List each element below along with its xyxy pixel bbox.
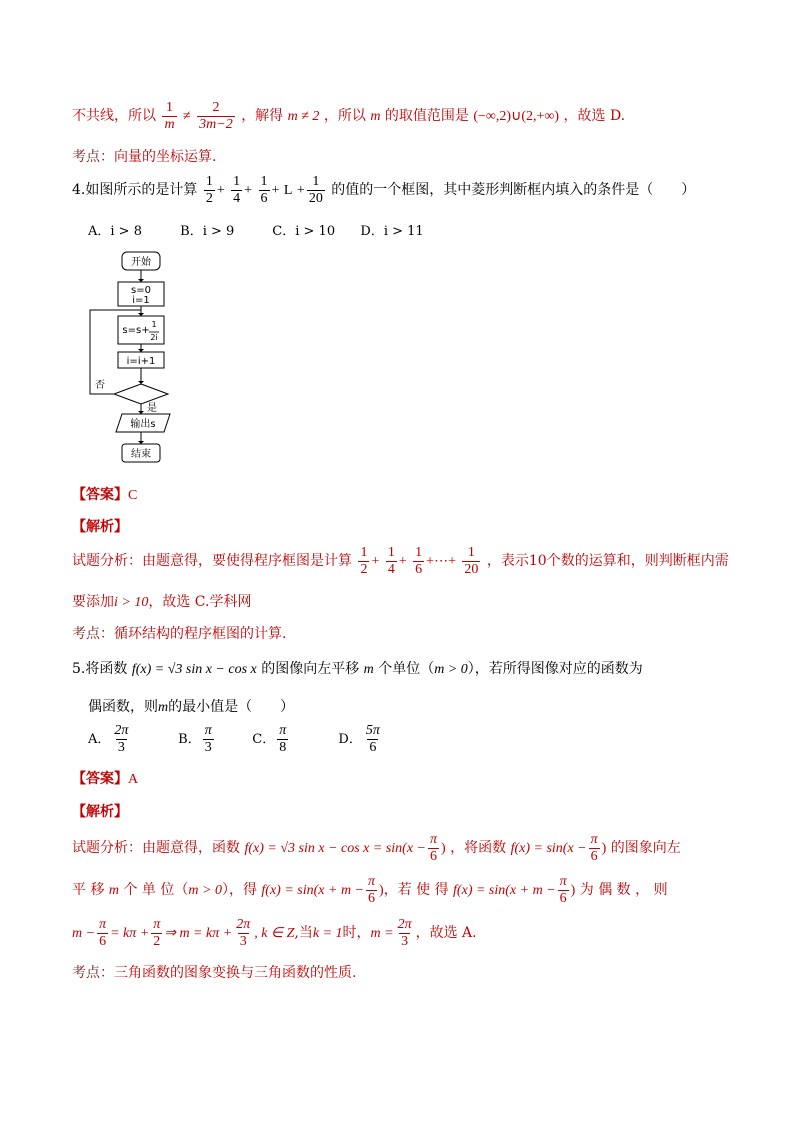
fraction-2-over-3m-2: $\frac{2}{3m-2}$ <box>199 99 233 132</box>
q5-stem-line1: 5.将函数 f(x) = √3 sin x − cos x 的图像向左平移 m 个单位（m > 0），若所得图像对应的函数为 <box>72 661 643 677</box>
q5-analysis-label: 【解析】 <box>72 804 128 820</box>
flowchart-update-i-label: i=i+1 <box>126 356 156 367</box>
flowchart-end-label: 结束 <box>131 449 151 460</box>
q4-option-d: D．i > 11 <box>360 224 424 239</box>
q5-analysis-line3: m − $\frac{\pi}{6}$ = kπ + $\frac{\pi}{2}$ ⇒ m = kπ + $\frac{2\pi}{3}$ , k ∈ Z,当k = 1时，m = $\frac{2\pi}{3}$ ，故选 A. <box>72 916 477 949</box>
flowchart-update-s-num: 1 <box>151 320 157 329</box>
q4-answer: 【答案】C <box>72 487 138 503</box>
q4-kaodian: 考点：循环结构的程序框图的计算. <box>72 626 287 642</box>
analysis-fraction-1-2: $\frac{1}{2}$ <box>360 544 368 577</box>
flowchart-output-label: 输出s <box>130 419 156 430</box>
q5-kaodian: 考点：三角函数的图象变换与三角函数的性质. <box>72 965 357 981</box>
flowchart-init-s-label: s=0 <box>131 285 151 296</box>
q4-analysis-line2: 要添加i > 10，故选 C.学科网 <box>72 594 252 610</box>
q4-option-a: A．i > 8 <box>88 224 142 239</box>
flowchart-no-label: 否 <box>95 380 105 391</box>
q4-analysis-line1: 试题分析：由题意得，要使得程序框图是计算 $\frac{1}{2}$ + $\frac{1}{4}$ + $\frac{1}{6}$ +⋯+ $\frac{1}{20}$ ，表示10个数的运算和，则判断框内需 <box>72 544 729 577</box>
fraction-1-20: $\frac{1}{20}$ <box>308 173 323 206</box>
flowchart-update-s-label: s=s+ <box>122 325 150 336</box>
q5-analysis-line1: 试题分析：由题意得，函数 f(x) = √3 sin x − cos x = sin(x − $\frac{\pi}{6}$ ) ，将函数 f(x) = sin(x − $\frac{\pi}{6}$ ) 的图象向左 <box>72 831 681 864</box>
fraction-1-6: $\frac{1}{6}$ <box>260 173 268 206</box>
fraction-1-over-m: $\frac{1}{m}$ <box>164 99 175 132</box>
flowchart-init-i-label: i=1 <box>132 295 150 306</box>
fraction-1-2: $\frac{1}{2}$ <box>205 173 213 206</box>
q4-analysis-label: 【解析】 <box>72 519 128 535</box>
q5-analysis-line2: 平 移 m 个 单 位（m > 0），得 f(x) = sin(x + m − $\frac{\pi}{6}$ )，若 使 得 f(x) = sin(x + m − $\frac{\pi}{6}$ ) 为 偶 数 ， 则 <box>72 873 668 906</box>
q5-option-a: A． $\frac{2\pi}{3}$ <box>88 723 129 755</box>
q4-flowchart <box>86 248 196 468</box>
analysis-fraction-1-20: $\frac{1}{20}$ <box>464 544 479 577</box>
q5-stem-line2: 偶函数，则m的最小值是（ ） <box>88 699 295 715</box>
q5-option-c: C． $\frac{\pi}{8}$ <box>252 723 287 755</box>
q4-options <box>88 220 448 239</box>
fraction-1-4: $\frac{1}{4}$ <box>233 173 241 206</box>
flowchart-start-label: 开始 <box>131 257 151 268</box>
q4-option-c: C．i > 10 <box>272 224 336 239</box>
flowchart-decision-diamond <box>114 384 168 404</box>
q5-option-b: B． $\frac{\pi}{3}$ <box>178 723 212 755</box>
q5-options <box>88 722 418 758</box>
q4-stem: 4.如图所示的是计算 $\frac{1}{2}$ + $\frac{1}{4}$ + $\frac{1}{6}$ + L + $\frac{1}{20}$ 的值的一个框图，其中菱形判断框内填入的条件是（ ） <box>72 173 696 206</box>
analysis-fraction-1-4: $\frac{1}{4}$ <box>387 544 395 577</box>
q5-answer: 【答案】A <box>72 771 139 787</box>
q3-kaodian: 考点：向量的坐标运算. <box>72 149 217 165</box>
q5-option-d: D． $\frac{5\pi}{6}$ <box>338 723 380 755</box>
q4-option-b: B．i > 9 <box>180 224 235 239</box>
q3-conclusion-line: 不共线，所以 $\frac{1}{m}$ ≠ $\frac{2}{3m-2}$ ，解得 m ≠ 2 ，所以 m 的取值范围是 (−∞,2)∪(2,+∞) ，故选 D. <box>72 99 626 132</box>
analysis-fraction-1-6: $\frac{1}{6}$ <box>415 544 423 577</box>
flowchart-update-s-den: 2i <box>150 333 158 342</box>
flowchart-yes-label: 是 <box>147 403 157 414</box>
